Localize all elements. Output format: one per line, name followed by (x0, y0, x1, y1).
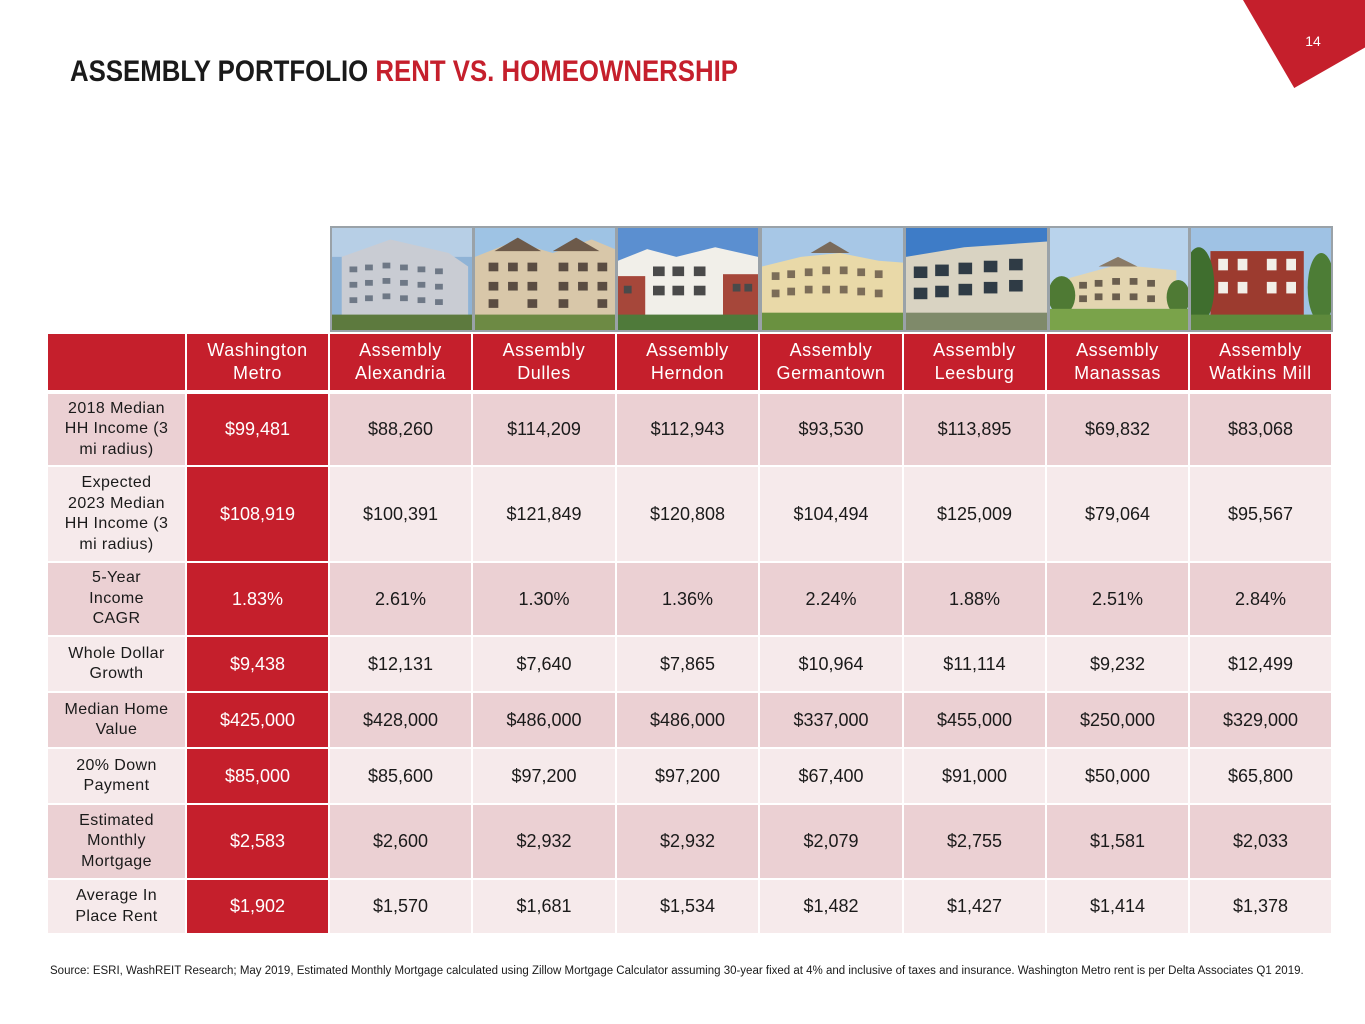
table-cell: $425,000 (187, 693, 330, 749)
row-label: Expected 2023 Median HH Income (3 mi radius) (48, 467, 187, 563)
table-cell: $125,009 (904, 467, 1047, 563)
table-cell: $99,481 (187, 394, 330, 467)
table-cell: $7,865 (617, 637, 760, 693)
table-cell: $2,033 (1190, 805, 1333, 880)
table-cell: 1.88% (904, 563, 1047, 637)
table-cell: $12,499 (1190, 637, 1333, 693)
row-label: 20% Down Payment (48, 749, 187, 805)
table-cell: $2,079 (760, 805, 904, 880)
table-cell: $337,000 (760, 693, 904, 749)
header-corner (48, 334, 187, 394)
source-note: Source: ESRI, WashREIT Research; May 2019, Estimated Monthly Mortgage calculated using Zillow Mortgage Calculator assuming 30-year fixed at 4% and inclusive of taxes and insurance. Washington Metro rent is per Delta Associates Q1 2019. (50, 965, 1304, 977)
table-cell: $12,131 (330, 637, 473, 693)
row-label: 2018 Median HH Income (3 mi radius) (48, 394, 187, 467)
table-cell: $113,895 (904, 394, 1047, 467)
rent-vs-homeownership-table (48, 334, 1333, 935)
table-cell: $2,932 (617, 805, 760, 880)
table-cell: $1,534 (617, 880, 760, 935)
column-header: Assembly Herndon (617, 334, 760, 394)
column-header: Washington Metro (187, 334, 330, 394)
table-row (48, 563, 1333, 637)
table-cell: $7,640 (473, 637, 617, 693)
title-accent: RENT VS. HOMEOWNERSHIP (375, 55, 739, 88)
table-cell: 1.30% (473, 563, 617, 637)
table-cell: $1,681 (473, 880, 617, 935)
table-cell: $2,583 (187, 805, 330, 880)
table-cell: $121,849 (473, 467, 617, 563)
table-row (48, 749, 1333, 805)
table-cell: $79,064 (1047, 467, 1190, 563)
table-cell: $120,808 (617, 467, 760, 563)
table-cell: $85,000 (187, 749, 330, 805)
table-cell: $11,114 (904, 637, 1047, 693)
table-cell: $88,260 (330, 394, 473, 467)
table-cell: $83,068 (1190, 394, 1333, 467)
table-cell: $486,000 (473, 693, 617, 749)
table-cell: $2,932 (473, 805, 617, 880)
row-label: 5-Year Income CAGR (48, 563, 187, 637)
table-cell: $2,755 (904, 805, 1047, 880)
table-cell: $108,919 (187, 467, 330, 563)
table-cell: $65,800 (1190, 749, 1333, 805)
title-main: ASSEMBLY PORTFOLIO (70, 55, 376, 88)
column-header: Assembly Alexandria (330, 334, 473, 394)
row-label: Estimated Monthly Mortgage (48, 805, 187, 880)
table-cell: $1,414 (1047, 880, 1190, 935)
column-header: Assembly Watkins Mill (1190, 334, 1333, 394)
table-cell: $93,530 (760, 394, 904, 467)
apartment-photo-alexandria (330, 226, 474, 332)
column-header: Assembly Manassas (1047, 334, 1190, 394)
table-cell: $9,232 (1047, 637, 1190, 693)
table-cell: $10,964 (760, 637, 904, 693)
apartment-photo-herndon (616, 226, 760, 332)
table-cell: $67,400 (760, 749, 904, 805)
table-cell: $50,000 (1047, 749, 1190, 805)
table-cell: $114,209 (473, 394, 617, 467)
column-header: Assembly Germantown (760, 334, 904, 394)
table-cell: $100,391 (330, 467, 473, 563)
table-row (48, 805, 1333, 880)
table-cell: $1,482 (760, 880, 904, 935)
table-cell: 1.83% (187, 563, 330, 637)
row-label: Whole Dollar Growth (48, 637, 187, 693)
table-row (48, 693, 1333, 749)
table-row (48, 467, 1333, 563)
table-header-row (48, 334, 1333, 394)
table-cell: $1,902 (187, 880, 330, 935)
table-cell: $250,000 (1047, 693, 1190, 749)
table-cell: $2,600 (330, 805, 473, 880)
table-cell: 2.24% (760, 563, 904, 637)
table-cell: $1,378 (1190, 880, 1333, 935)
table-cell: $329,000 (1190, 693, 1333, 749)
column-header: Assembly Dulles (473, 334, 617, 394)
table-cell: $9,438 (187, 637, 330, 693)
table-cell: $486,000 (617, 693, 760, 749)
table-row (48, 394, 1333, 467)
table-cell: $91,000 (904, 749, 1047, 805)
table-row (48, 637, 1333, 693)
page-title (70, 55, 738, 89)
table-cell: $1,581 (1047, 805, 1190, 880)
apartment-photo-watkins-mill (1189, 226, 1333, 332)
table-cell: 2.61% (330, 563, 473, 637)
page-number: 14 (1305, 33, 1321, 49)
apartment-photo-manassas (1048, 226, 1190, 332)
apartment-photo-dulles (473, 226, 617, 332)
row-label: Average In Place Rent (48, 880, 187, 935)
apartment-photo-leesburg (904, 226, 1049, 332)
table-cell: 2.51% (1047, 563, 1190, 637)
table-cell: 2.84% (1190, 563, 1333, 637)
table-cell: $104,494 (760, 467, 904, 563)
table-cell: $1,570 (330, 880, 473, 935)
row-label: Median Home Value (48, 693, 187, 749)
table-cell: $95,567 (1190, 467, 1333, 563)
table-cell: $97,200 (473, 749, 617, 805)
table-row (48, 880, 1333, 935)
table-cell: $85,600 (330, 749, 473, 805)
table-cell: $455,000 (904, 693, 1047, 749)
table-cell: $1,427 (904, 880, 1047, 935)
table-cell: 1.36% (617, 563, 760, 637)
table-cell: $112,943 (617, 394, 760, 467)
table-cell: $97,200 (617, 749, 760, 805)
apartment-photo-germantown (760, 226, 905, 332)
table-cell: $69,832 (1047, 394, 1190, 467)
column-header: Assembly Leesburg (904, 334, 1047, 394)
table-cell: $428,000 (330, 693, 473, 749)
